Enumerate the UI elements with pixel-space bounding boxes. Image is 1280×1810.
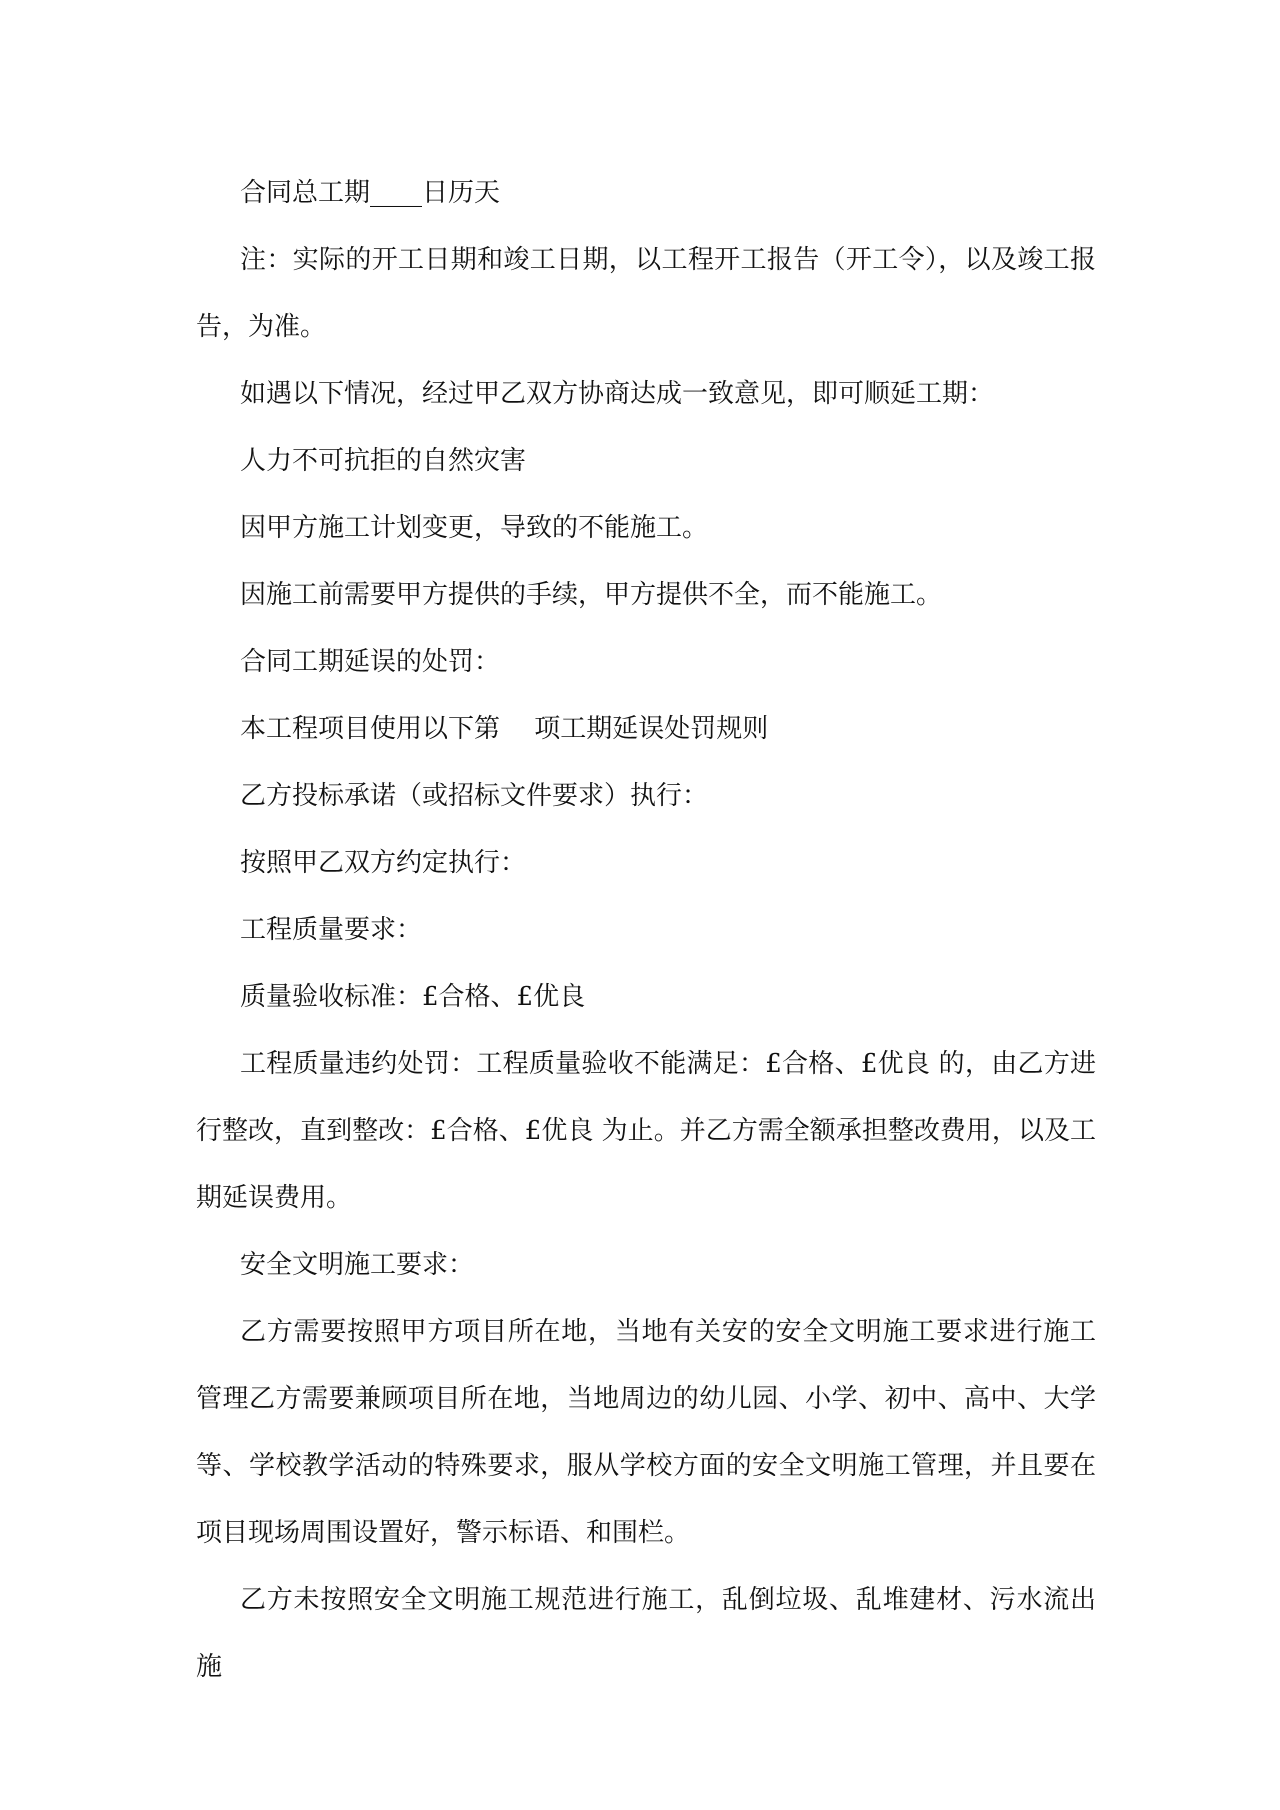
document-body xyxy=(196,160,1096,1701)
paragraph-bid-commitment: 乙方投标承诺（或招标文件要求）执行： xyxy=(240,781,709,811)
paragraph-agreement: 按照甲乙双方约定执行： xyxy=(240,848,527,878)
paragraph-quality-standard: 质量验收标准：£合格、£优良 xyxy=(240,982,586,1012)
paragraph-procedures: 因施工前需要甲方提供的手续，甲方提供不全，而不能施工。 xyxy=(240,580,943,610)
paragraph-plan-change: 因甲方施工计划变更，导致的不能施工。 xyxy=(240,513,709,543)
paragraph-extension-conditions: 如遇以下情况，经过甲乙双方协商达成一致意见，即可顺延工期： xyxy=(240,379,995,409)
paragraph-safety-heading: 安全文明施工要求： xyxy=(240,1250,475,1280)
paragraph-quality-penalty: 工程质量违约处罚：工程质量验收不能满足：£合格、£优良 的，由乙方进行整改，直到整改：£合格、£优良 为止。并乙方需全额承担整改费用，以及工期延误费用。 xyxy=(196,1049,1096,1213)
paragraph-safety-violation: 乙方未按照安全文明施工规范进行施工，乱倒垃圾、乱堆建材、污水流出施 xyxy=(196,1585,1096,1682)
paragraph-total-duration: 合同总工期____日历天 xyxy=(240,178,501,208)
paragraph-safety-requirements: 乙方需要按照甲方项目所在地，当地有关安的安全文明施工要求进行施工管理乙方需要兼顾项目所在地，当地周边的幼儿园、小学、初中、高中、大学等、学校教学活动的特殊要求，服从学校方面的安全文明施工管理，并且要在项目现场周围设置好，警示标语、和围栏。 xyxy=(196,1317,1096,1548)
paragraph-quality-heading: 工程质量要求： xyxy=(240,915,423,945)
paragraph-delay-penalty-heading: 合同工期延误的处罚： xyxy=(240,647,501,677)
paragraph-penalty-rule: 本工程项目使用以下第 项工期延误处罚规则 xyxy=(240,714,769,744)
paragraph-note-dates: 注：实际的开工日期和竣工日期，以工程开工报告（开工令），以及竣工报告，为准。 xyxy=(196,245,1096,342)
paragraph-force-majeure: 人力不可抗拒的自然灾害 xyxy=(240,446,527,476)
